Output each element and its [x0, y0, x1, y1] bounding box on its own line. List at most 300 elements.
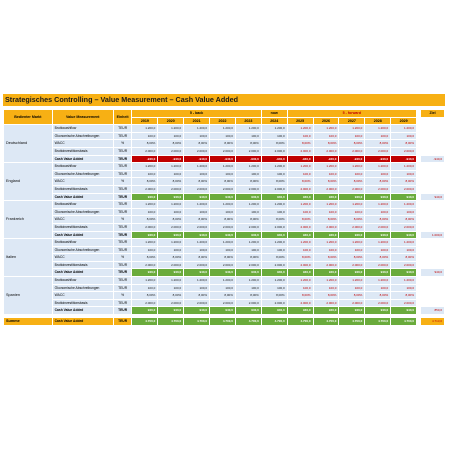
value-cell[interactable]: 1.200,0: [365, 125, 390, 132]
value-cell[interactable]: 100,0: [210, 133, 235, 140]
value-cell[interactable]: -940,0: [210, 156, 235, 163]
measurement-label[interactable]: Bruttoinvestitionsbasis: [53, 224, 113, 231]
value-cell[interactable]: 8,00%: [391, 140, 416, 147]
value-cell[interactable]: 1.200,0: [288, 277, 313, 284]
value-cell[interactable]: 1.200,0: [339, 277, 364, 284]
summary-value-cell[interactable]: 4.700,0: [210, 318, 235, 325]
value-cell[interactable]: 1.200,0: [339, 239, 364, 246]
value-cell[interactable]: 100,0: [132, 209, 157, 216]
value-cell[interactable]: 940,0: [365, 194, 390, 201]
value-cell[interactable]: -940,0: [314, 156, 339, 163]
value-cell[interactable]: 8,00%: [236, 254, 261, 261]
measurement-label[interactable]: Bruttoinvestitionsbasis: [53, 262, 113, 269]
value-cell[interactable]: 100,0: [314, 133, 339, 140]
value-cell[interactable]: 100,0: [184, 285, 209, 292]
value-cell[interactable]: 1.200,0: [288, 239, 313, 246]
value-cell[interactable]: -940,0: [236, 156, 261, 163]
summary-value-cell[interactable]: 4.700,0: [314, 318, 339, 325]
measurement-label[interactable]: Bruttoinvestitionsbasis: [53, 300, 113, 307]
value-cell[interactable]: 1.200,0: [132, 125, 157, 132]
value-cell[interactable]: 1.200,0: [314, 277, 339, 284]
value-cell[interactable]: 940,0: [365, 307, 390, 314]
value-cell[interactable]: 1.200,0: [158, 201, 183, 208]
value-cell[interactable]: 1.200,0: [236, 125, 261, 132]
value-cell[interactable]: 8,00%: [132, 140, 157, 147]
value-cell[interactable]: 2.000,0: [288, 262, 313, 269]
value-cell[interactable]: 100,0: [262, 133, 287, 140]
value-cell[interactable]: 8,00%: [262, 254, 287, 261]
value-cell[interactable]: 940,0: [158, 307, 183, 314]
value-cell[interactable]: 2.000,0: [132, 186, 157, 193]
value-cell[interactable]: 1.200,0: [132, 163, 157, 170]
value-cell[interactable]: 1.200,0: [314, 201, 339, 208]
value-cell[interactable]: 8,00%: [391, 178, 416, 185]
value-cell[interactable]: 2.000,0: [288, 300, 313, 307]
value-cell[interactable]: 8,00%: [391, 216, 416, 223]
value-cell[interactable]: 100,0: [314, 171, 339, 178]
measurement-label[interactable]: Cash Value Added: [53, 194, 113, 201]
value-cell[interactable]: 1.200,0: [391, 239, 416, 246]
value-cell[interactable]: -940,0: [184, 156, 209, 163]
value-cell[interactable]: 1.200,0: [365, 277, 390, 284]
value-cell[interactable]: 1.200,0: [236, 239, 261, 246]
value-cell[interactable]: 2.000,0: [262, 300, 287, 307]
value-cell[interactable]: 2.000,0: [391, 262, 416, 269]
value-cell[interactable]: 8,00%: [236, 140, 261, 147]
value-cell[interactable]: 1.200,0: [184, 239, 209, 246]
summary-value-cell[interactable]: 4.700,0: [262, 318, 287, 325]
value-cell[interactable]: 2.000,0: [314, 300, 339, 307]
value-cell[interactable]: 8,00%: [236, 178, 261, 185]
value-cell[interactable]: 1.200,0: [391, 163, 416, 170]
value-cell[interactable]: 100,0: [288, 285, 313, 292]
value-cell[interactable]: 940,0: [391, 307, 416, 314]
value-cell[interactable]: 1.200,0: [262, 277, 287, 284]
value-cell[interactable]: 8,00%: [210, 140, 235, 147]
value-cell[interactable]: 1.200,0: [184, 125, 209, 132]
measurement-label[interactable]: WACC: [53, 216, 113, 223]
value-cell[interactable]: 940,0: [314, 269, 339, 276]
value-cell[interactable]: 1.200,0: [288, 201, 313, 208]
value-cell[interactable]: 100,0: [210, 171, 235, 178]
value-cell[interactable]: 940,0: [391, 269, 416, 276]
value-cell[interactable]: 2.000,0: [262, 224, 287, 231]
value-cell[interactable]: 2.000,0: [236, 148, 261, 155]
value-cell[interactable]: 2.000,0: [339, 300, 364, 307]
value-cell[interactable]: 100,0: [132, 247, 157, 254]
measurement-label[interactable]: WACC: [53, 292, 113, 299]
value-cell[interactable]: 2.000,0: [365, 262, 390, 269]
value-cell[interactable]: 1.200,0: [314, 125, 339, 132]
value-cell[interactable]: 100,0: [158, 133, 183, 140]
summary-value-cell[interactable]: 4.700,0: [236, 318, 261, 325]
market-name[interactable]: Deutschland: [4, 125, 52, 162]
value-cell[interactable]: 1.200,0: [158, 125, 183, 132]
value-cell[interactable]: 2.000,0: [184, 300, 209, 307]
value-cell[interactable]: 100,0: [236, 285, 261, 292]
value-cell[interactable]: 1.200,0: [158, 277, 183, 284]
value-cell[interactable]: 100,0: [262, 285, 287, 292]
value-cell[interactable]: 1.200,0: [210, 125, 235, 132]
value-cell[interactable]: 1.200,0: [288, 163, 313, 170]
value-cell[interactable]: 100,0: [365, 247, 390, 254]
summary-target[interactable]: 4.713,0: [421, 318, 444, 325]
value-cell[interactable]: 1.200,0: [132, 277, 157, 284]
value-cell[interactable]: 8,00%: [184, 292, 209, 299]
value-cell[interactable]: 100,0: [365, 171, 390, 178]
value-cell[interactable]: 2.000,0: [184, 148, 209, 155]
value-cell[interactable]: 2.000,0: [158, 224, 183, 231]
value-cell[interactable]: 8,00%: [339, 140, 364, 147]
value-cell[interactable]: 100,0: [339, 133, 364, 140]
value-cell[interactable]: -940,0: [158, 156, 183, 163]
value-cell[interactable]: 940,0: [339, 307, 364, 314]
value-cell[interactable]: 2.000,0: [262, 186, 287, 193]
value-cell[interactable]: 2.000,0: [262, 148, 287, 155]
value-cell[interactable]: 2.000,0: [132, 262, 157, 269]
value-cell[interactable]: 940,0: [132, 307, 157, 314]
value-cell[interactable]: 940,0: [339, 194, 364, 201]
value-cell[interactable]: 8,00%: [314, 216, 339, 223]
value-cell[interactable]: 2.000,0: [210, 262, 235, 269]
measurement-label[interactable]: WACC: [53, 254, 113, 261]
value-cell[interactable]: 2.000,0: [236, 300, 261, 307]
value-cell[interactable]: 2.000,0: [132, 300, 157, 307]
value-cell[interactable]: 8,00%: [210, 292, 235, 299]
value-cell[interactable]: 100,0: [184, 171, 209, 178]
value-cell[interactable]: 2.000,0: [132, 148, 157, 155]
value-cell[interactable]: 100,0: [158, 209, 183, 216]
value-cell[interactable]: 8,00%: [339, 216, 364, 223]
measurement-label[interactable]: WACC: [53, 140, 113, 147]
value-cell[interactable]: 1.200,0: [339, 163, 364, 170]
value-cell[interactable]: 100,0: [132, 133, 157, 140]
value-cell[interactable]: 100,0: [132, 171, 157, 178]
target-cell[interactable]: 940,0: [421, 194, 444, 201]
value-cell[interactable]: 8,00%: [288, 216, 313, 223]
value-cell[interactable]: 1.200,0: [262, 201, 287, 208]
summary-value-cell[interactable]: 4.700,0: [132, 318, 157, 325]
measurement-label[interactable]: Ökonomische Abschreibungen: [53, 171, 113, 178]
measurement-label[interactable]: Cash Value Added: [53, 232, 113, 239]
value-cell[interactable]: 100,0: [210, 285, 235, 292]
value-cell[interactable]: 940,0: [262, 307, 287, 314]
value-cell[interactable]: 100,0: [158, 247, 183, 254]
value-cell[interactable]: 2.000,0: [158, 186, 183, 193]
value-cell[interactable]: 940,0: [132, 194, 157, 201]
value-cell[interactable]: 8,00%: [184, 216, 209, 223]
value-cell[interactable]: 100,0: [288, 247, 313, 254]
value-cell[interactable]: 1.200,0: [210, 201, 235, 208]
value-cell[interactable]: 2.000,0: [339, 186, 364, 193]
value-cell[interactable]: 1.200,0: [132, 239, 157, 246]
value-cell[interactable]: 2.000,0: [314, 148, 339, 155]
value-cell[interactable]: 100,0: [391, 133, 416, 140]
value-cell[interactable]: 1.200,0: [339, 201, 364, 208]
measurement-label[interactable]: Ökonomische Abschreibungen: [53, 133, 113, 140]
value-cell[interactable]: 8,00%: [210, 178, 235, 185]
market-name[interactable]: England: [4, 163, 52, 200]
value-cell[interactable]: 2.000,0: [365, 300, 390, 307]
value-cell[interactable]: 8,00%: [132, 216, 157, 223]
measurement-label[interactable]: Cash Value Added: [53, 269, 113, 276]
value-cell[interactable]: 8,00%: [288, 178, 313, 185]
value-cell[interactable]: 100,0: [236, 171, 261, 178]
value-cell[interactable]: 2.000,0: [158, 148, 183, 155]
value-cell[interactable]: 1.200,0: [365, 163, 390, 170]
value-cell[interactable]: 940,0: [158, 194, 183, 201]
value-cell[interactable]: 8,00%: [184, 254, 209, 261]
value-cell[interactable]: 1.200,0: [236, 277, 261, 284]
value-cell[interactable]: 2.000,0: [262, 262, 287, 269]
value-cell[interactable]: 8,00%: [158, 216, 183, 223]
value-cell[interactable]: 100,0: [314, 247, 339, 254]
market-name[interactable]: Italien: [4, 239, 52, 276]
value-cell[interactable]: 2.000,0: [236, 262, 261, 269]
measurement-label[interactable]: Ökonomische Abschreibungen: [53, 209, 113, 216]
value-cell[interactable]: 1.200,0: [391, 277, 416, 284]
value-cell[interactable]: 940,0: [314, 307, 339, 314]
value-cell[interactable]: 940,0: [288, 194, 313, 201]
measurement-label[interactable]: Bruttoinvestitionsbasis: [53, 186, 113, 193]
value-cell[interactable]: 8,00%: [158, 140, 183, 147]
value-cell[interactable]: 8,00%: [184, 178, 209, 185]
value-cell[interactable]: 940,0: [132, 232, 157, 239]
value-cell[interactable]: 940,0: [236, 232, 261, 239]
value-cell[interactable]: 2.000,0: [210, 224, 235, 231]
value-cell[interactable]: 1.200,0: [236, 163, 261, 170]
value-cell[interactable]: 8,00%: [365, 140, 390, 147]
summary-value-cell[interactable]: 4.700,0: [158, 318, 183, 325]
value-cell[interactable]: 8,00%: [365, 216, 390, 223]
value-cell[interactable]: 940,0: [339, 232, 364, 239]
value-cell[interactable]: 940,0: [210, 232, 235, 239]
measurement-label[interactable]: Bruttoinvestitionsbasis: [53, 148, 113, 155]
value-cell[interactable]: 2.000,0: [391, 300, 416, 307]
value-cell[interactable]: 1.200,0: [288, 125, 313, 132]
target-cell[interactable]: 850,0: [421, 307, 444, 314]
value-cell[interactable]: 940,0: [365, 232, 390, 239]
value-cell[interactable]: 100,0: [288, 171, 313, 178]
value-cell[interactable]: 940,0: [262, 232, 287, 239]
value-cell[interactable]: 940,0: [236, 269, 261, 276]
value-cell[interactable]: 100,0: [236, 209, 261, 216]
value-cell[interactable]: 940,0: [288, 269, 313, 276]
value-cell[interactable]: 100,0: [391, 247, 416, 254]
value-cell[interactable]: 100,0: [210, 247, 235, 254]
value-cell[interactable]: 940,0: [236, 307, 261, 314]
value-cell[interactable]: 940,0: [288, 307, 313, 314]
value-cell[interactable]: 1.200,0: [314, 239, 339, 246]
value-cell[interactable]: 940,0: [339, 269, 364, 276]
value-cell[interactable]: 1.200,0: [236, 201, 261, 208]
target-cell[interactable]: -940,0: [421, 156, 444, 163]
value-cell[interactable]: 1.200,0: [184, 201, 209, 208]
value-cell[interactable]: 100,0: [339, 171, 364, 178]
measurement-label[interactable]: Ökonomische Abschreibungen: [53, 247, 113, 254]
target-cell[interactable]: 1.000,0: [421, 232, 444, 239]
value-cell[interactable]: 1.200,0: [158, 163, 183, 170]
value-cell[interactable]: 2.000,0: [314, 262, 339, 269]
value-cell[interactable]: -940,0: [262, 156, 287, 163]
value-cell[interactable]: 1.200,0: [262, 125, 287, 132]
value-cell[interactable]: 100,0: [262, 247, 287, 254]
value-cell[interactable]: 2.000,0: [391, 186, 416, 193]
value-cell[interactable]: 100,0: [236, 247, 261, 254]
value-cell[interactable]: 100,0: [262, 171, 287, 178]
value-cell[interactable]: 2.000,0: [339, 224, 364, 231]
value-cell[interactable]: 940,0: [262, 194, 287, 201]
value-cell[interactable]: 8,00%: [158, 254, 183, 261]
value-cell[interactable]: 2.000,0: [288, 186, 313, 193]
value-cell[interactable]: 100,0: [391, 171, 416, 178]
value-cell[interactable]: 8,00%: [288, 292, 313, 299]
value-cell[interactable]: 2.000,0: [210, 300, 235, 307]
value-cell[interactable]: 1.200,0: [210, 277, 235, 284]
value-cell[interactable]: 100,0: [391, 285, 416, 292]
value-cell[interactable]: 100,0: [365, 285, 390, 292]
value-cell[interactable]: 8,00%: [365, 254, 390, 261]
value-cell[interactable]: 8,00%: [184, 140, 209, 147]
value-cell[interactable]: 2.000,0: [184, 186, 209, 193]
value-cell[interactable]: 2.000,0: [210, 148, 235, 155]
value-cell[interactable]: 940,0: [236, 194, 261, 201]
value-cell[interactable]: -940,0: [391, 156, 416, 163]
value-cell[interactable]: 100,0: [236, 133, 261, 140]
value-cell[interactable]: 8,00%: [262, 178, 287, 185]
value-cell[interactable]: 8,00%: [288, 254, 313, 261]
value-cell[interactable]: 8,00%: [262, 140, 287, 147]
value-cell[interactable]: 8,00%: [210, 216, 235, 223]
value-cell[interactable]: 940,0: [288, 232, 313, 239]
value-cell[interactable]: 8,00%: [339, 292, 364, 299]
value-cell[interactable]: 8,00%: [365, 292, 390, 299]
value-cell[interactable]: 100,0: [339, 209, 364, 216]
value-cell[interactable]: 2.000,0: [339, 262, 364, 269]
value-cell[interactable]: 2.000,0: [365, 224, 390, 231]
value-cell[interactable]: 2.000,0: [365, 186, 390, 193]
value-cell[interactable]: 8,00%: [132, 292, 157, 299]
value-cell[interactable]: 100,0: [184, 247, 209, 254]
value-cell[interactable]: 2.000,0: [314, 224, 339, 231]
value-cell[interactable]: 940,0: [314, 194, 339, 201]
value-cell[interactable]: 1.200,0: [262, 163, 287, 170]
value-cell[interactable]: 1.200,0: [391, 201, 416, 208]
value-cell[interactable]: 940,0: [314, 232, 339, 239]
value-cell[interactable]: 8,00%: [210, 254, 235, 261]
measurement-label[interactable]: Ökonomische Abschreibungen: [53, 285, 113, 292]
measurement-label[interactable]: Bruttocashflow: [53, 125, 113, 132]
value-cell[interactable]: 100,0: [365, 209, 390, 216]
value-cell[interactable]: 8,00%: [132, 178, 157, 185]
value-cell[interactable]: 8,00%: [391, 292, 416, 299]
value-cell[interactable]: 2.000,0: [365, 148, 390, 155]
summary-value-cell[interactable]: 4.700,0: [391, 318, 416, 325]
market-name[interactable]: Frankreich: [4, 201, 52, 238]
value-cell[interactable]: 100,0: [132, 285, 157, 292]
value-cell[interactable]: 2.000,0: [158, 262, 183, 269]
value-cell[interactable]: 8,00%: [236, 292, 261, 299]
value-cell[interactable]: 100,0: [288, 133, 313, 140]
value-cell[interactable]: 2.000,0: [314, 186, 339, 193]
value-cell[interactable]: -940,0: [288, 156, 313, 163]
value-cell[interactable]: 2.000,0: [158, 300, 183, 307]
value-cell[interactable]: 1.200,0: [184, 277, 209, 284]
value-cell[interactable]: 100,0: [184, 209, 209, 216]
summary-value-cell[interactable]: 4.700,0: [288, 318, 313, 325]
value-cell[interactable]: 100,0: [184, 133, 209, 140]
value-cell[interactable]: 940,0: [184, 232, 209, 239]
value-cell[interactable]: 8,00%: [288, 140, 313, 147]
value-cell[interactable]: 2.000,0: [184, 224, 209, 231]
value-cell[interactable]: 8,00%: [314, 254, 339, 261]
value-cell[interactable]: 1.200,0: [210, 163, 235, 170]
value-cell[interactable]: 1.200,0: [158, 239, 183, 246]
value-cell[interactable]: 8,00%: [236, 216, 261, 223]
value-cell[interactable]: 2.000,0: [391, 224, 416, 231]
value-cell[interactable]: 2.000,0: [210, 186, 235, 193]
value-cell[interactable]: 100,0: [288, 209, 313, 216]
value-cell[interactable]: 8,00%: [314, 140, 339, 147]
summary-value-cell[interactable]: 4.700,0: [184, 318, 209, 325]
value-cell[interactable]: 100,0: [391, 209, 416, 216]
value-cell[interactable]: 940,0: [184, 269, 209, 276]
value-cell[interactable]: 2.000,0: [132, 224, 157, 231]
value-cell[interactable]: 8,00%: [132, 254, 157, 261]
value-cell[interactable]: 2.000,0: [236, 186, 261, 193]
measurement-label[interactable]: Bruttocashflow: [53, 239, 113, 246]
value-cell[interactable]: 100,0: [339, 247, 364, 254]
market-name[interactable]: Spanien: [4, 277, 52, 314]
measurement-label[interactable]: WACC: [53, 178, 113, 185]
measurement-label[interactable]: Bruttocashflow: [53, 201, 113, 208]
value-cell[interactable]: 940,0: [184, 194, 209, 201]
value-cell[interactable]: 100,0: [339, 285, 364, 292]
value-cell[interactable]: 940,0: [158, 232, 183, 239]
measurement-label[interactable]: Cash Value Added: [53, 156, 113, 163]
value-cell[interactable]: 8,00%: [262, 292, 287, 299]
value-cell[interactable]: 100,0: [210, 209, 235, 216]
value-cell[interactable]: 8,00%: [365, 178, 390, 185]
value-cell[interactable]: 940,0: [391, 232, 416, 239]
value-cell[interactable]: 940,0: [132, 269, 157, 276]
value-cell[interactable]: 1.200,0: [132, 201, 157, 208]
value-cell[interactable]: -940,0: [339, 156, 364, 163]
value-cell[interactable]: 100,0: [365, 133, 390, 140]
value-cell[interactable]: 1.200,0: [391, 125, 416, 132]
value-cell[interactable]: 8,00%: [158, 178, 183, 185]
value-cell[interactable]: 1.200,0: [365, 201, 390, 208]
value-cell[interactable]: -940,0: [365, 156, 390, 163]
value-cell[interactable]: 2.000,0: [288, 148, 313, 155]
measurement-label[interactable]: Cash Value Added: [53, 307, 113, 314]
value-cell[interactable]: 100,0: [158, 171, 183, 178]
value-cell[interactable]: 8,00%: [314, 292, 339, 299]
value-cell[interactable]: 8,00%: [391, 254, 416, 261]
value-cell[interactable]: 100,0: [314, 285, 339, 292]
value-cell[interactable]: 940,0: [184, 307, 209, 314]
value-cell[interactable]: 2.000,0: [184, 262, 209, 269]
value-cell[interactable]: 2.000,0: [339, 148, 364, 155]
value-cell[interactable]: 940,0: [262, 269, 287, 276]
value-cell[interactable]: 8,00%: [339, 254, 364, 261]
value-cell[interactable]: 940,0: [365, 269, 390, 276]
value-cell[interactable]: 2.000,0: [288, 224, 313, 231]
summary-value-cell[interactable]: 4.700,0: [339, 318, 364, 325]
value-cell[interactable]: 1.200,0: [210, 239, 235, 246]
value-cell[interactable]: 940,0: [210, 307, 235, 314]
value-cell[interactable]: 100,0: [262, 209, 287, 216]
